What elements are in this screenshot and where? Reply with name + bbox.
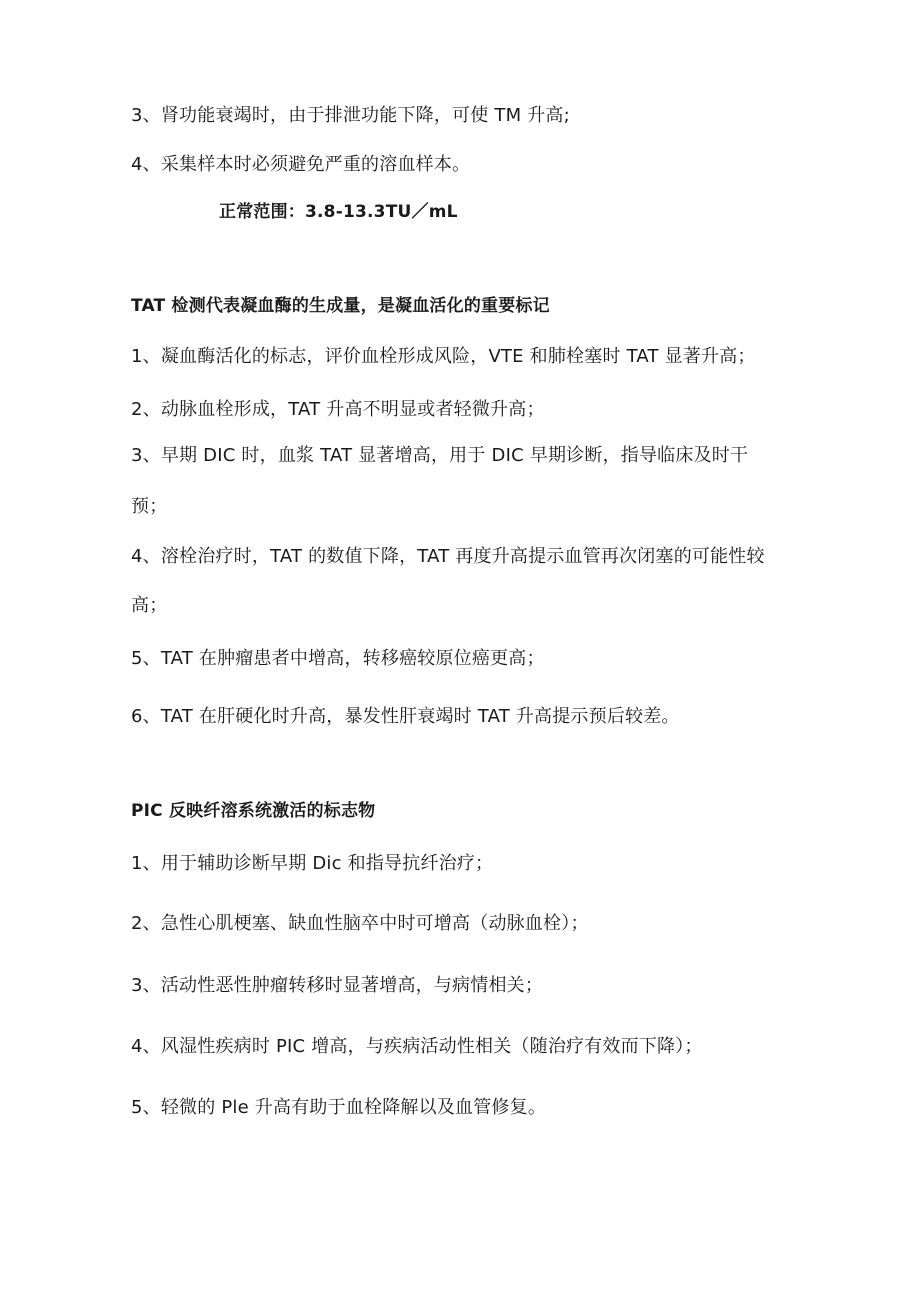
tat-item-3: 3、早期 DIC 时，血浆 TAT 显著增高，用于 DIC 早期诊断，指导临床及时干 xyxy=(131,445,749,466)
tat-item-6: 6、TAT 在肝硬化时升高，暴发性肝衰竭时 TAT 升高提示预后较差。 xyxy=(131,706,680,727)
tat-item-4-cont: 高； xyxy=(131,595,168,616)
tm-item-4: 4、采集样本时必须避免严重的溶血样本。 xyxy=(131,154,471,175)
tat-heading: TAT 检测代表凝血酶的生成量，是凝血活化的重要标记 xyxy=(131,296,550,316)
tat-item-2: 2、动脉血栓形成，TAT 升高不明显或者轻微升高； xyxy=(131,399,545,420)
pic-item-3: 3、活动性恶性肿瘤转移时显著增高，与病情相关； xyxy=(131,975,544,996)
tat-item-5: 5、TAT 在肿瘤患者中增高，转移癌较原位癌更高； xyxy=(131,648,545,669)
tat-item-4: 4、溶栓治疗时，TAT 的数值下降，TAT 再度升高提示血管再次闭塞的可能性较 xyxy=(131,546,765,567)
pic-heading: PIC 反映纤溶系统激活的标志物 xyxy=(131,801,376,821)
tm-normal-range: 正常范围：3.8-13.3TU／mL xyxy=(219,202,458,222)
tat-item-1: 1、凝血酶活化的标志，评价血栓形成风险，VTE 和肺栓塞时 TAT 显著升高； xyxy=(131,346,756,367)
pic-item-5: 5、轻微的 Ple 升高有助于血栓降解以及血管修复。 xyxy=(131,1097,547,1118)
tat-item-3-cont: 预； xyxy=(131,496,168,517)
pic-item-1: 1、用于辅助诊断早期 Dic 和指导抗纤治疗； xyxy=(131,853,494,874)
pic-item-4: 4、风湿性疾病时 PIC 增高，与疾病活动性相关（随治疗有效而下降）； xyxy=(131,1036,703,1057)
pic-item-2: 2、急性心肌梗塞、缺血性脑卒中时可增高（动脉血栓）； xyxy=(131,913,589,934)
tm-item-3: 3、肾功能衰竭时，由于排泄功能下降，可使 TM 升高; xyxy=(131,105,570,126)
